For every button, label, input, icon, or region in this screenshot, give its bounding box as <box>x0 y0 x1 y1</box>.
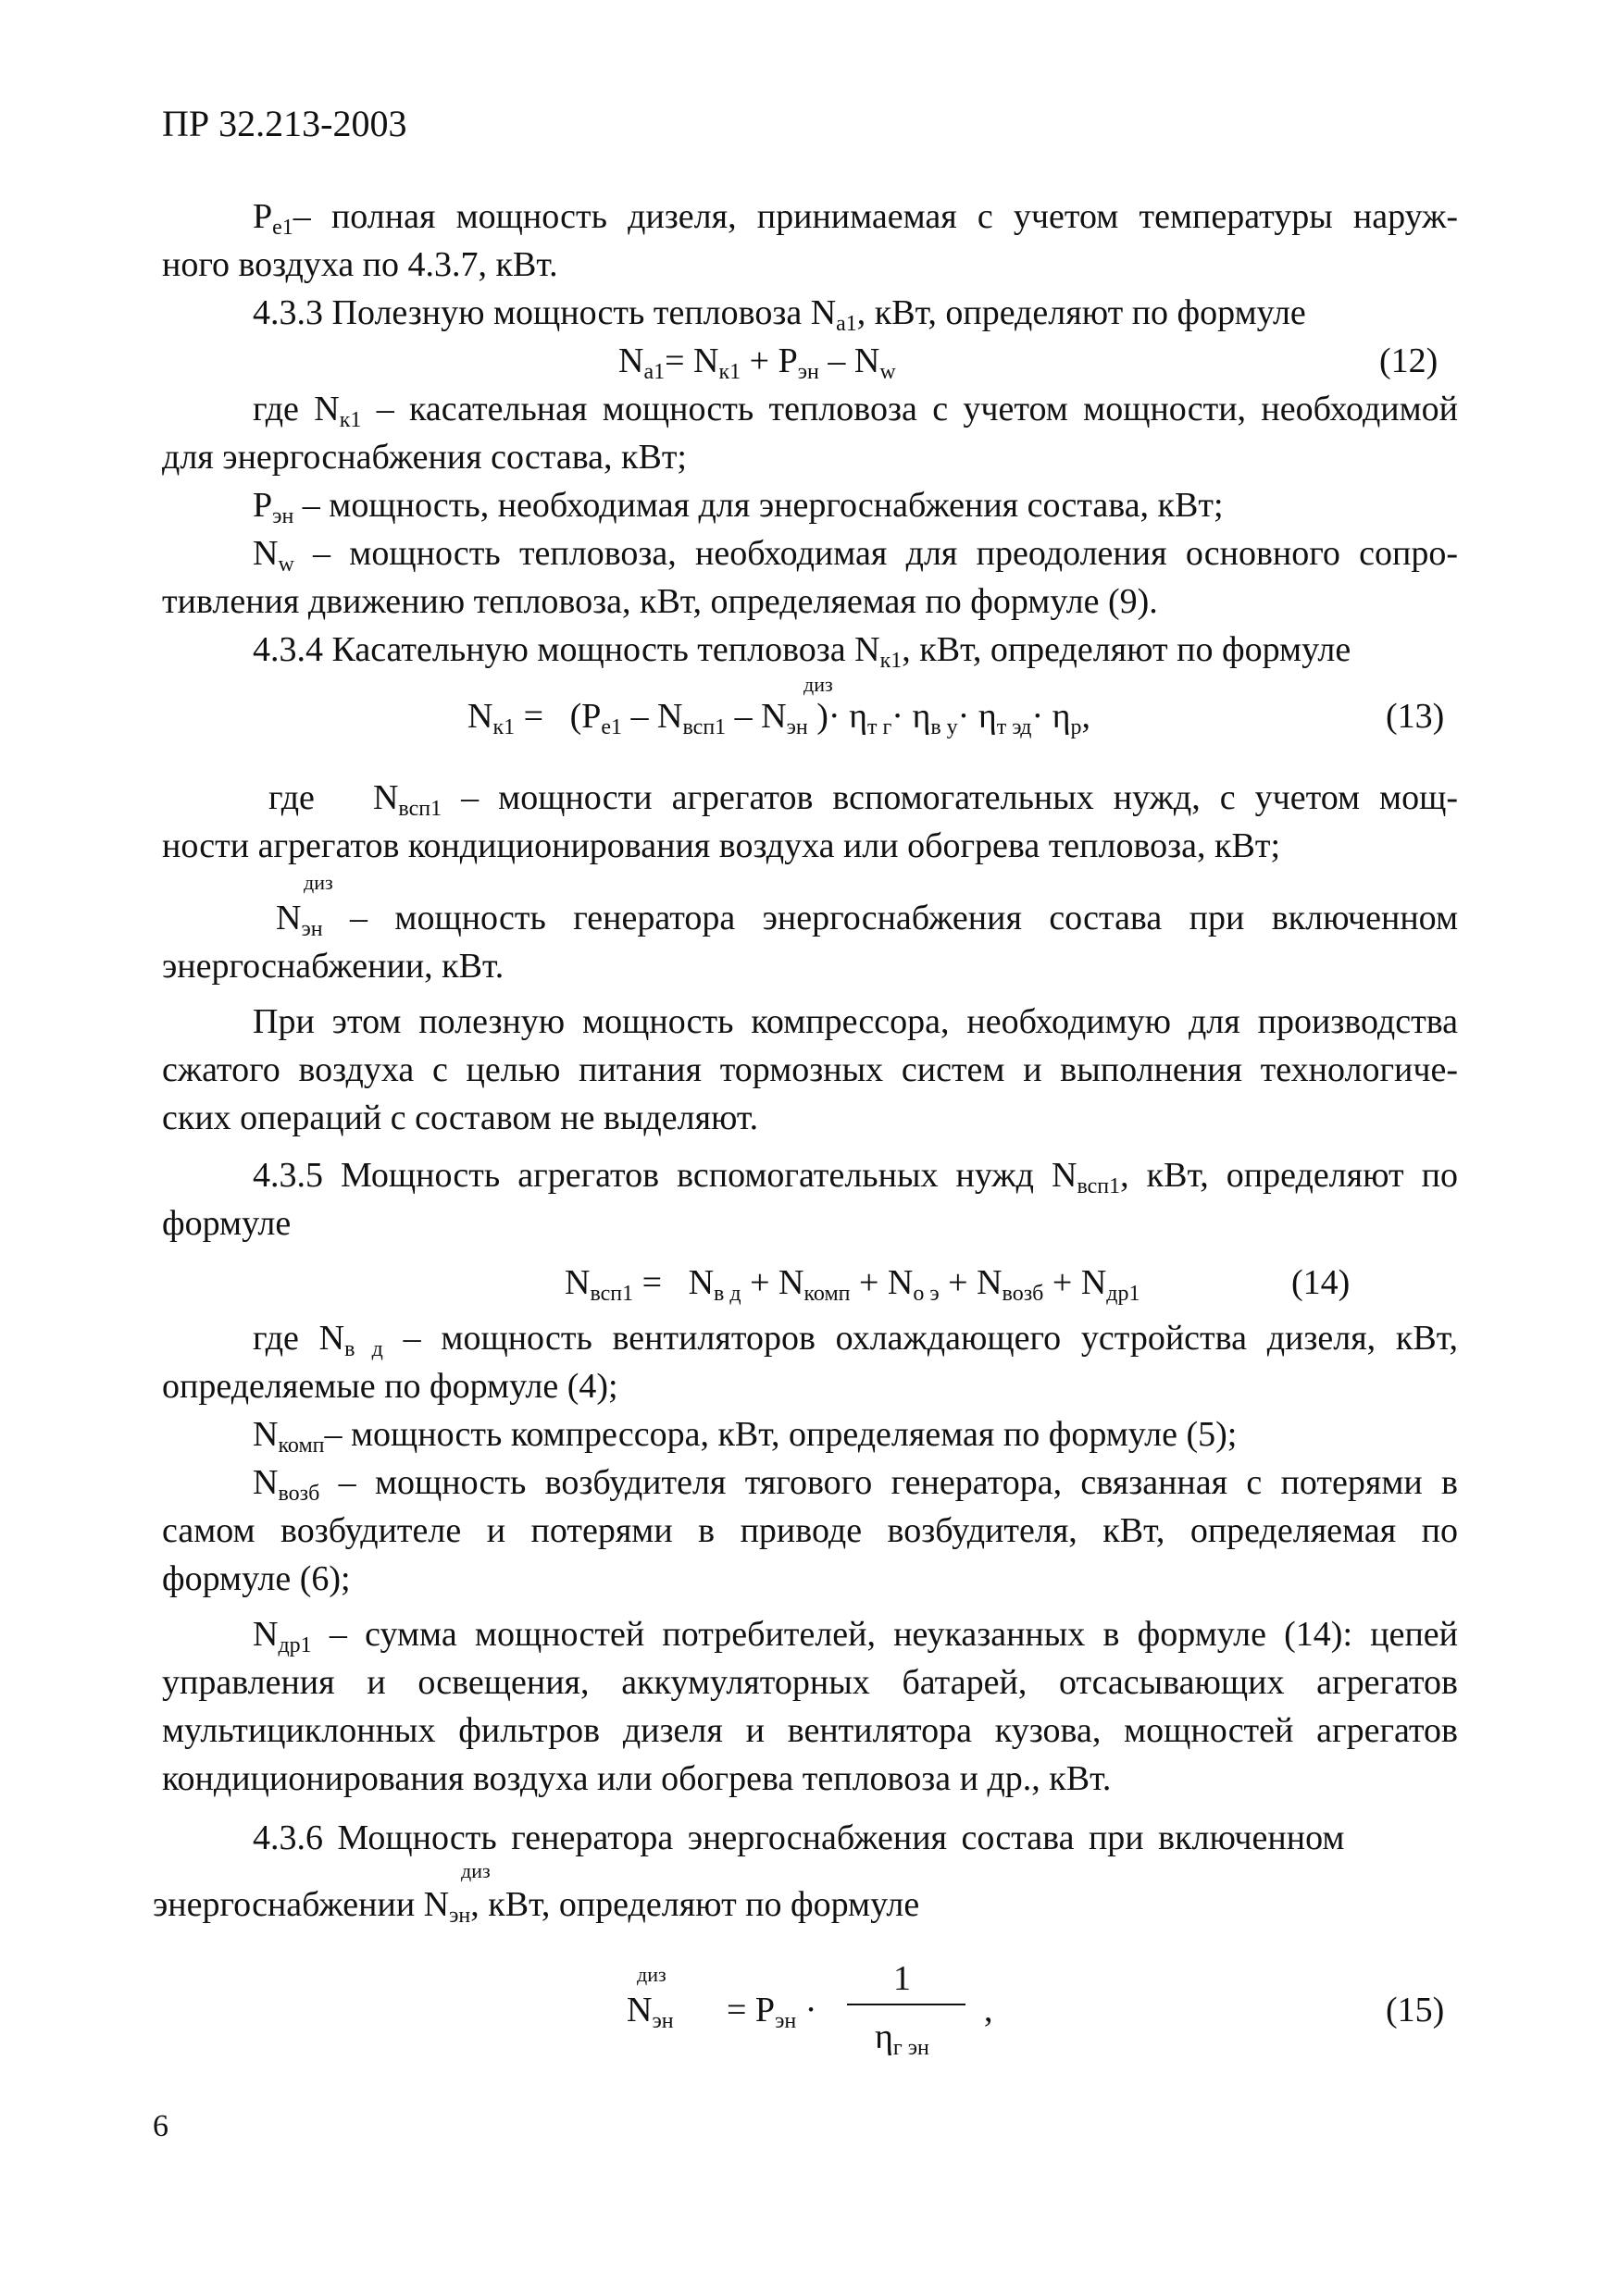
where-ndr1-line4: кондиционирования воздуха или обогрева тепловоза и др., кВт. <box>162 1759 1112 1798</box>
section-4-3-6-superscript: диз <box>461 1859 491 1882</box>
formula-15-superscript: диз <box>637 1963 666 1986</box>
section-4-3-6-heading: 4.3.6 Мощность генератора энергоснабжения состава при включенном <box>253 1818 1345 1857</box>
where-nvsp1-line2: ности агрегатов кондиционирования воздуха или обогрева тепловоза, кВт; <box>162 826 1281 865</box>
formula-13: $N_{к1}$ = ($P_{e1} - N_{всп1} - N_{эн}$ )· $\eta_{т г}\cdot \eta_{в у}\cdot \eta_{т эд}\cdot \eta_р$, <box>467 697 1090 739</box>
formula-15-numerator: 1 <box>893 1959 911 1998</box>
paragraph-pe1-line2: ного воздуха по 4.3.7, кВт. <box>162 245 558 284</box>
where-nvsp1-line1: где $N_{всп1}$ – мощности агрегатов вспомогательных нужд, с учетом мощ- <box>268 778 1459 821</box>
note-line2: сжатого воздуха с целью питания тормозных систем и выполнения технологиче- <box>162 1050 1458 1089</box>
where-nvozb-line2: самом возбудителе и потерями в приводе возбудителя, кВт, определяемая по <box>162 1511 1458 1550</box>
formula-15-denominator: $\eta_{г эн}$ <box>875 2017 929 2060</box>
document-code-header: ПР 32.213-2003 <box>162 103 407 144</box>
section-4-3-5-line2: формуле <box>162 1204 292 1243</box>
where-ndr1-line2: управления и освещения, аккумуляторных батарей, отсасывающих агрегатов <box>162 1663 1458 1702</box>
note-line3: ских операций с составом не выделяют. <box>162 1098 759 1137</box>
where-nvd-line1: где $N_{в д}$ – мощность вентиляторов охлаждающего устройства дизеля, кВт, <box>253 1319 1458 1361</box>
where-ndr1-line1: $N_{др1}$ – сумма мощностей потребителей, неуказанных в формуле (14): цепей <box>253 1615 1458 1657</box>
section-4-3-6-line2: энергоснабжении $N_{эн}$, кВт, определяют по формуле <box>153 1885 920 1928</box>
section-4-3-3-heading: 4.3.3 Полезную мощность тепловоза $N_{a1}$, кВт, определяют по формуле <box>253 293 1306 336</box>
where-nen-line1: $N_{эн}$ – мощность генератора энергоснабжения состава при включенном <box>276 899 1458 941</box>
formula-15-fraction-bar <box>847 2004 965 2005</box>
formula-13-superscript: диз <box>803 673 833 696</box>
equation-number-14: (14) <box>1291 1263 1351 1302</box>
formula-15-comma: , <box>984 1991 993 2029</box>
equation-number-15: (15) <box>1386 1991 1445 2029</box>
section-4-3-4-heading: 4.3.4 Касательную мощность тепловоза $N_{к1}$, кВт, определяют по формуле <box>253 630 1351 673</box>
where-ndr1-line3: мультициклонных фильтров дизеля и вентилятора кузова, мощностей агрегатов <box>162 1711 1458 1750</box>
formula-15-rhs-factor: = $P_{эн}$ · <box>727 1991 817 2033</box>
where-nw-line1: $N_w$ – мощность тепловоза, необходимая для преодоления основного сопро- <box>253 534 1458 577</box>
where-nen-superscript: диз <box>304 871 333 894</box>
where-nkomp: $N_{комп}-$ мощность компрессора, кВт, определяемая по формуле (5); <box>253 1415 1238 1458</box>
where-nvozb-line1: $N_{возб}$ – мощность возбудителя тягового генератора, связанная с потерями в <box>253 1463 1458 1506</box>
formula-14: $N_{всп1}$ = $N_{в д} + N_{комп} + N_{о э} + N_{возб} + N_{др1}$ <box>565 1263 1140 1306</box>
where-nvd-line2: определяемые по формуле (4); <box>162 1367 618 1406</box>
formula-15-lhs: $N_{эн}$ <box>627 1991 674 2033</box>
paragraph-pe1-line1: $P_{e1}-$ полная мощность дизеля, принимаемая с учетом температуры наруж- <box>253 197 1458 240</box>
formula-12: $N_{a1}= N_{к1} + P_{эн} - N_w$ <box>618 341 896 384</box>
where-pen: $P_{эн}$ – мощность, необходимая для энергоснабжения состава, кВт; <box>253 486 1224 528</box>
section-4-3-5-heading: 4.3.5 Мощность агрегатов вспомогательных нужд $N_{всп1}$, кВт, определяют по <box>253 1156 1458 1198</box>
page-number: 6 <box>153 2109 168 2143</box>
where-nk1-line1: где $N_{к1}$ – касательная мощность тепловоза с учетом мощности, необходимой <box>253 390 1459 432</box>
equation-number-12: (12) <box>1379 341 1438 380</box>
where-nvozb-line3: формуле (6); <box>162 1559 351 1598</box>
where-nk1-line2: для энергоснабжения состава, кВт; <box>162 438 687 477</box>
where-nw-line2: тивления движению тепловоза, кВт, определяемая по формуле (9). <box>162 582 1158 621</box>
where-nen-line2: энергоснабжении, кВт. <box>162 947 504 986</box>
note-line1: При этом полезную мощность компрессора, необходимую для производства <box>253 1002 1458 1041</box>
equation-number-13: (13) <box>1386 697 1445 736</box>
